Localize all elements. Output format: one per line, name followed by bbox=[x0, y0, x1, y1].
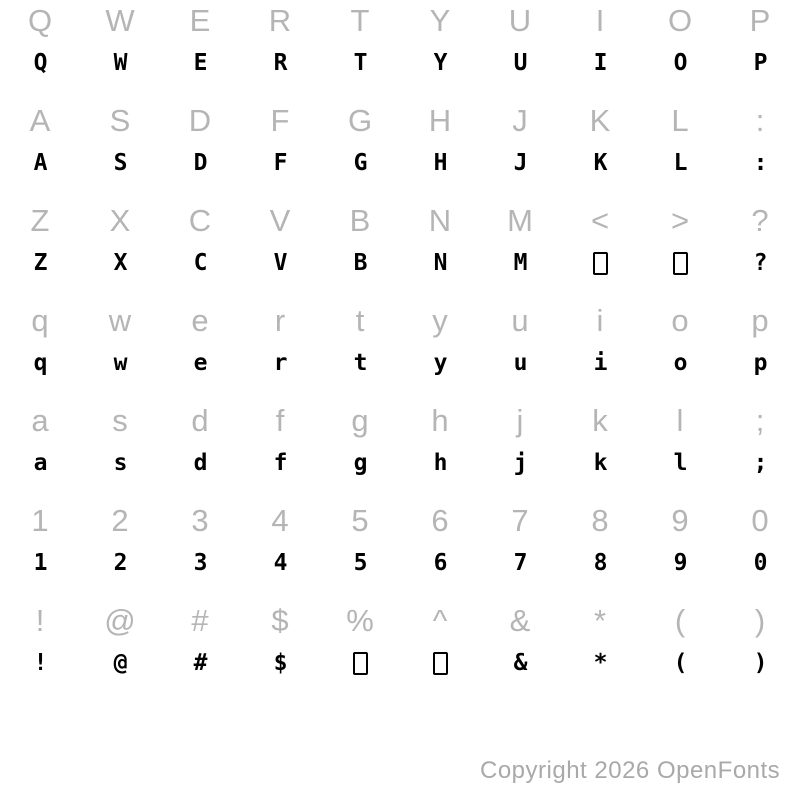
char-label: : bbox=[755, 103, 765, 138]
char-cell bbox=[160, 100, 240, 200]
char-glyph: T bbox=[353, 50, 367, 76]
char-row bbox=[0, 0, 800, 100]
char-label: ) bbox=[754, 603, 766, 638]
char-cell bbox=[560, 600, 640, 700]
char-label: d bbox=[191, 403, 209, 438]
char-cell bbox=[560, 0, 640, 100]
char-cell bbox=[720, 0, 800, 100]
char-label: ; bbox=[755, 403, 765, 438]
char-label: k bbox=[592, 403, 608, 438]
char-glyph: s bbox=[113, 450, 127, 476]
char-cell bbox=[640, 300, 720, 400]
char-cell bbox=[640, 0, 720, 100]
char-label: 1 bbox=[31, 503, 49, 538]
char-cell bbox=[560, 100, 640, 200]
char-label: 3 bbox=[191, 503, 209, 538]
char-label: ^ bbox=[432, 603, 448, 638]
char-glyph: g bbox=[353, 450, 367, 476]
char-label: q bbox=[31, 303, 49, 338]
char-glyph: 3 bbox=[193, 550, 207, 576]
char-label: S bbox=[109, 103, 131, 138]
char-label: $ bbox=[271, 603, 289, 638]
char-label: s bbox=[112, 403, 128, 438]
char-cell bbox=[80, 600, 160, 700]
char-cell bbox=[240, 0, 320, 100]
char-cell bbox=[720, 500, 800, 600]
char-cell bbox=[480, 500, 560, 600]
char-glyph bbox=[593, 250, 608, 276]
char-glyph: f bbox=[273, 450, 287, 476]
char-cell bbox=[480, 200, 560, 300]
char-glyph: D bbox=[193, 150, 207, 176]
char-cell bbox=[80, 300, 160, 400]
char-label: p bbox=[751, 303, 769, 338]
copyright-text: Copyright 2026 OpenFonts bbox=[480, 757, 781, 784]
char-label: % bbox=[346, 603, 374, 638]
char-cell bbox=[240, 400, 320, 500]
char-cell bbox=[80, 100, 160, 200]
char-cell bbox=[160, 0, 240, 100]
char-label: * bbox=[593, 603, 607, 638]
char-cell bbox=[320, 500, 400, 600]
char-label: u bbox=[511, 303, 529, 338]
char-glyph: E bbox=[193, 50, 207, 76]
char-label: & bbox=[509, 603, 531, 638]
char-glyph: J bbox=[513, 150, 527, 176]
char-cell bbox=[160, 200, 240, 300]
char-glyph: 2 bbox=[113, 550, 127, 576]
char-glyph: M bbox=[513, 250, 527, 276]
char-label: 5 bbox=[351, 503, 369, 538]
char-cell bbox=[240, 200, 320, 300]
char-glyph: u bbox=[513, 350, 527, 376]
char-cell bbox=[0, 200, 80, 300]
char-label: G bbox=[347, 103, 373, 138]
char-glyph: q bbox=[33, 350, 47, 376]
char-cell bbox=[480, 300, 560, 400]
char-cell bbox=[240, 600, 320, 700]
char-label: T bbox=[350, 3, 370, 38]
char-label: o bbox=[671, 303, 689, 338]
char-row bbox=[0, 300, 800, 400]
char-label: H bbox=[428, 103, 452, 138]
char-cell bbox=[720, 200, 800, 300]
char-glyph: Z bbox=[33, 250, 47, 276]
char-cell bbox=[400, 0, 480, 100]
char-cell bbox=[0, 0, 80, 100]
char-label: W bbox=[105, 3, 135, 38]
char-glyph: 9 bbox=[673, 550, 687, 576]
char-label: e bbox=[191, 303, 209, 338]
char-glyph bbox=[433, 650, 448, 676]
char-glyph: ? bbox=[753, 250, 767, 276]
char-glyph: C bbox=[193, 250, 207, 276]
char-cell bbox=[640, 400, 720, 500]
char-row bbox=[0, 400, 800, 500]
char-glyph: w bbox=[113, 350, 127, 376]
char-cell bbox=[80, 0, 160, 100]
missing-glyph-box-icon bbox=[673, 252, 688, 275]
char-glyph: & bbox=[513, 650, 527, 676]
char-glyph: ! bbox=[33, 650, 47, 676]
char-cell bbox=[480, 600, 560, 700]
char-glyph: a bbox=[33, 450, 47, 476]
char-cell bbox=[560, 300, 640, 400]
char-cell bbox=[80, 200, 160, 300]
char-glyph: G bbox=[353, 150, 367, 176]
char-glyph: @ bbox=[113, 650, 127, 676]
char-cell bbox=[0, 300, 80, 400]
char-row bbox=[0, 200, 800, 300]
char-glyph: k bbox=[593, 450, 607, 476]
char-glyph: 5 bbox=[353, 550, 367, 576]
char-label: 6 bbox=[431, 503, 449, 538]
char-cell bbox=[160, 500, 240, 600]
char-label: > bbox=[670, 203, 690, 238]
char-label: I bbox=[595, 3, 605, 38]
char-glyph: 1 bbox=[33, 550, 47, 576]
char-cell bbox=[720, 600, 800, 700]
char-glyph: ( bbox=[673, 650, 687, 676]
char-glyph: V bbox=[273, 250, 287, 276]
char-label: N bbox=[428, 203, 452, 238]
char-glyph: O bbox=[673, 50, 687, 76]
char-glyph: P bbox=[753, 50, 767, 76]
char-cell bbox=[400, 400, 480, 500]
char-label: w bbox=[108, 303, 132, 338]
char-glyph: F bbox=[273, 150, 287, 176]
char-cell bbox=[80, 500, 160, 600]
char-cell bbox=[640, 100, 720, 200]
char-glyph: h bbox=[433, 450, 447, 476]
char-label: ? bbox=[751, 203, 769, 238]
char-glyph: p bbox=[753, 350, 767, 376]
char-glyph: * bbox=[593, 650, 607, 676]
char-label: 8 bbox=[591, 503, 609, 538]
char-glyph: : bbox=[753, 150, 767, 176]
char-cell bbox=[640, 200, 720, 300]
char-cell bbox=[560, 200, 640, 300]
char-glyph: d bbox=[193, 450, 207, 476]
char-cell bbox=[160, 400, 240, 500]
char-glyph: Y bbox=[433, 50, 447, 76]
char-glyph: N bbox=[433, 250, 447, 276]
char-cell bbox=[240, 500, 320, 600]
char-label: i bbox=[596, 303, 604, 338]
char-label: h bbox=[431, 403, 449, 438]
char-cell bbox=[320, 300, 400, 400]
char-glyph: 0 bbox=[753, 550, 767, 576]
char-label: U bbox=[508, 3, 532, 38]
char-glyph: 6 bbox=[433, 550, 447, 576]
char-label: # bbox=[191, 603, 209, 638]
char-label: 4 bbox=[271, 503, 289, 538]
char-glyph bbox=[673, 250, 688, 276]
char-glyph: i bbox=[593, 350, 607, 376]
char-cell bbox=[320, 100, 400, 200]
char-label: A bbox=[29, 103, 51, 138]
char-cell bbox=[400, 500, 480, 600]
char-label: V bbox=[269, 203, 291, 238]
char-cell bbox=[720, 300, 800, 400]
char-glyph: L bbox=[673, 150, 687, 176]
char-cell bbox=[320, 0, 400, 100]
char-glyph: A bbox=[33, 150, 47, 176]
char-glyph: U bbox=[513, 50, 527, 76]
char-glyph: 8 bbox=[593, 550, 607, 576]
char-glyph: 7 bbox=[513, 550, 527, 576]
char-label: j bbox=[516, 403, 524, 438]
char-label: 0 bbox=[751, 503, 769, 538]
char-cell bbox=[640, 600, 720, 700]
char-label: g bbox=[351, 403, 369, 438]
char-label: 2 bbox=[111, 503, 129, 538]
char-label: Z bbox=[30, 203, 50, 238]
char-glyph: r bbox=[273, 350, 287, 376]
char-label: Q bbox=[27, 3, 53, 38]
char-row bbox=[0, 100, 800, 200]
char-label: B bbox=[349, 203, 371, 238]
char-label: f bbox=[275, 403, 285, 438]
char-cell bbox=[400, 300, 480, 400]
char-glyph: # bbox=[193, 650, 207, 676]
char-label: F bbox=[270, 103, 290, 138]
char-glyph: S bbox=[113, 150, 127, 176]
char-label: R bbox=[268, 3, 292, 38]
char-glyph: o bbox=[673, 350, 687, 376]
char-label: 7 bbox=[511, 503, 529, 538]
char-glyph: Q bbox=[33, 50, 47, 76]
char-cell bbox=[400, 600, 480, 700]
char-label: r bbox=[274, 303, 286, 338]
char-cell bbox=[400, 100, 480, 200]
char-glyph: $ bbox=[273, 650, 287, 676]
char-label: ! bbox=[35, 603, 45, 638]
char-cell bbox=[0, 600, 80, 700]
char-glyph: l bbox=[673, 450, 687, 476]
char-cell bbox=[560, 500, 640, 600]
char-label: y bbox=[432, 303, 448, 338]
char-label: M bbox=[507, 203, 533, 238]
char-cell bbox=[480, 100, 560, 200]
char-label: D bbox=[188, 103, 212, 138]
char-cell bbox=[240, 300, 320, 400]
char-label: < bbox=[590, 203, 610, 238]
char-glyph bbox=[353, 650, 368, 676]
char-cell bbox=[0, 100, 80, 200]
char-label: P bbox=[749, 3, 771, 38]
char-glyph: y bbox=[433, 350, 447, 376]
char-row bbox=[0, 600, 800, 700]
char-cell bbox=[560, 400, 640, 500]
char-glyph: e bbox=[193, 350, 207, 376]
char-cell bbox=[400, 200, 480, 300]
char-glyph: K bbox=[593, 150, 607, 176]
char-glyph: t bbox=[353, 350, 367, 376]
char-cell bbox=[160, 600, 240, 700]
char-cell bbox=[320, 400, 400, 500]
char-cell bbox=[0, 400, 80, 500]
char-cell bbox=[320, 600, 400, 700]
char-cell bbox=[240, 100, 320, 200]
char-cell bbox=[0, 500, 80, 600]
char-label: L bbox=[671, 103, 689, 138]
char-glyph: H bbox=[433, 150, 447, 176]
char-label: l bbox=[676, 403, 684, 438]
char-label: C bbox=[188, 203, 212, 238]
char-cell bbox=[80, 400, 160, 500]
char-cell bbox=[720, 100, 800, 200]
char-label: O bbox=[667, 3, 693, 38]
char-glyph: j bbox=[513, 450, 527, 476]
char-glyph: R bbox=[273, 50, 287, 76]
char-glyph: ) bbox=[753, 650, 767, 676]
char-glyph: W bbox=[113, 50, 127, 76]
char-label: X bbox=[109, 203, 131, 238]
char-label: @ bbox=[104, 603, 136, 638]
char-glyph: X bbox=[113, 250, 127, 276]
missing-glyph-box-icon bbox=[593, 252, 608, 275]
char-label: E bbox=[189, 3, 211, 38]
char-cell bbox=[640, 500, 720, 600]
char-glyph: B bbox=[353, 250, 367, 276]
char-label: J bbox=[512, 103, 528, 138]
char-cell bbox=[720, 400, 800, 500]
char-cell bbox=[160, 300, 240, 400]
char-label: ( bbox=[674, 603, 686, 638]
char-label: a bbox=[31, 403, 49, 438]
char-cell bbox=[320, 200, 400, 300]
missing-glyph-box-icon bbox=[433, 652, 448, 675]
char-glyph: ; bbox=[753, 450, 767, 476]
missing-glyph-box-icon bbox=[353, 652, 368, 675]
char-label: t bbox=[355, 303, 365, 338]
char-glyph: 4 bbox=[273, 550, 287, 576]
char-label: 9 bbox=[671, 503, 689, 538]
char-cell bbox=[480, 0, 560, 100]
char-label: Y bbox=[429, 3, 451, 38]
char-cell bbox=[480, 400, 560, 500]
char-glyph: I bbox=[593, 50, 607, 76]
char-label: K bbox=[589, 103, 611, 138]
char-row bbox=[0, 500, 800, 600]
